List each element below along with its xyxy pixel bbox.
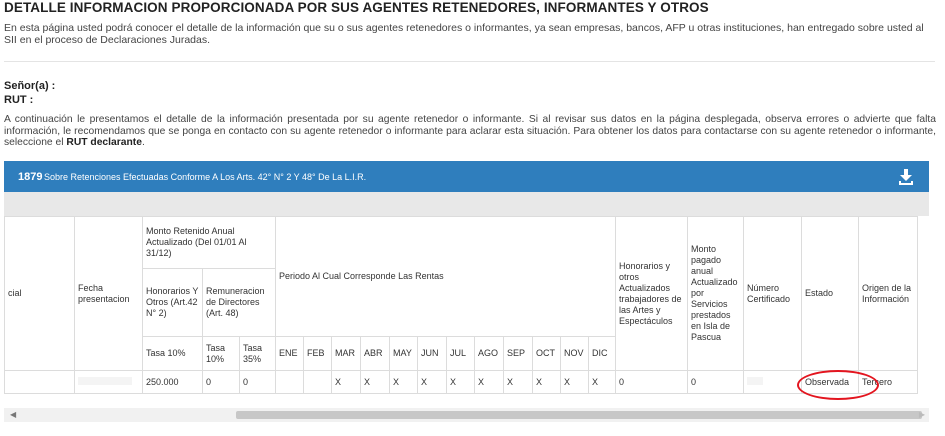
header-month: FEB (304, 337, 332, 371)
info-paragraph (4, 114, 936, 149)
cell-month: X (589, 371, 616, 394)
header-month: MAY (390, 337, 418, 371)
data-table-container (4, 216, 929, 394)
table-toolbar (4, 192, 929, 216)
cell-month: X (504, 371, 533, 394)
data-table (4, 216, 918, 394)
cell-estado[interactable]: Observada (802, 371, 859, 394)
cell-month: X (390, 371, 418, 394)
download-icon[interactable] (899, 169, 913, 185)
cell-month: X (418, 371, 447, 394)
intro-text: En esta página usted podrá conocer el detalle de la información que su o sus agentes retenedores o informantes, ya sean empresas, bancos, AFP u otras instituciones, han entregado sobre usted al SII en el proceso de Declaraciones Juradas. (4, 22, 924, 46)
header-month: ENE (276, 337, 304, 371)
section-code: 1879 (18, 171, 43, 183)
header-tasa-10: Tasa 10% (143, 337, 203, 371)
header-tasa-10b: Tasa 10% (203, 337, 240, 371)
header-monto-pagado: Monto pagado anual Actualizado por Servicios prestados en Isla de Pascua (688, 217, 744, 371)
header-monto-retenido: Monto Retenido Anual Actualizado (Del 01/01 Al 31/12) (143, 217, 276, 269)
cell-month: X (361, 371, 390, 394)
header-honorarios-artes: Honorarios y otros Actualizados trabajadores de las Artes y Espectáculos (616, 217, 688, 371)
cell-month (304, 371, 332, 394)
header-fecha: Fecha presentacion (75, 217, 143, 371)
header-origen: Origen de la Información (859, 217, 918, 371)
cell-numero-certificado[interactable] (744, 371, 802, 394)
rut-label: RUT : (4, 94, 34, 106)
cell-remun-35: 0 (240, 371, 276, 394)
cell-month: X (561, 371, 589, 394)
cell-honorarios: 250.000 (143, 371, 203, 394)
header-tasa-35: Tasa 35% (240, 337, 276, 371)
info-paragraph-end: . (141, 137, 145, 148)
header-month: DIC (589, 337, 616, 371)
horizontal-scrollbar[interactable] (4, 408, 929, 422)
divider (4, 61, 935, 62)
highlight-circle (797, 370, 879, 400)
header-month: ABR (361, 337, 390, 371)
header-month: JUN (418, 337, 447, 371)
header-month: NOV (561, 337, 589, 371)
header-month: SEP (504, 337, 533, 371)
header-honorarios: Honorarios Y Otros (Art.42 N° 2) (143, 269, 203, 337)
header-social: cial (5, 217, 75, 371)
senor-label: Señor(a) : (4, 80, 56, 92)
cell-monto-pagado: 0 (688, 371, 744, 394)
scroll-right-arrow-icon[interactable]: ▶ (918, 410, 925, 419)
cell-fecha (75, 371, 143, 394)
cell-month: X (447, 371, 475, 394)
cell-social (5, 371, 75, 394)
cell-honorarios-artes: 0 (616, 371, 688, 394)
rut-declarante-text: RUT declarante (66, 137, 142, 148)
cell-month (276, 371, 304, 394)
header-month: OCT (533, 337, 561, 371)
section-header (4, 161, 929, 192)
cell-origen: Tercero (859, 371, 918, 394)
scrollbar-thumb[interactable] (236, 411, 922, 419)
scroll-left-arrow-icon[interactable]: ◀ (10, 410, 17, 419)
section-description: Sobre Retenciones Efectuadas Conforme A Los Arts. 42° N° 2 Y 48° De La L.I.R. (44, 172, 367, 182)
cell-month: X (332, 371, 361, 394)
header-numero-certificado: Número Certificado (744, 217, 802, 371)
header-estado: Estado (802, 217, 859, 371)
header-remuneracion: Remuneracion de Directores (Art. 48) (203, 269, 276, 337)
cell-month: X (533, 371, 561, 394)
header-month: MAR (332, 337, 361, 371)
cell-remun-10: 0 (203, 371, 240, 394)
page-title: DETALLE INFORMACION PROPORCIONADA POR SUS AGENTES RETENEDORES, INFORMANTES Y OTROS (4, 0, 709, 15)
cell-month: X (475, 371, 504, 394)
table-row (5, 371, 918, 394)
header-periodo: Periodo Al Cual Corresponde Las Rentas (276, 217, 616, 337)
header-month: AGO (475, 337, 504, 371)
info-paragraph-text: A continuación le presentamos el detalle de la información presentada por su agente retenedor o informante. Si al revisar sus datos en la página desplegada, observa errores o advierte que falta información, le recomendamos que se ponga en contacto con su agente retenedor o informante para aclarar esta situación. Para obtener los datos para contactarse con su agente retenedor o informante, seleccione el (4, 114, 936, 148)
header-month: JUL (447, 337, 475, 371)
